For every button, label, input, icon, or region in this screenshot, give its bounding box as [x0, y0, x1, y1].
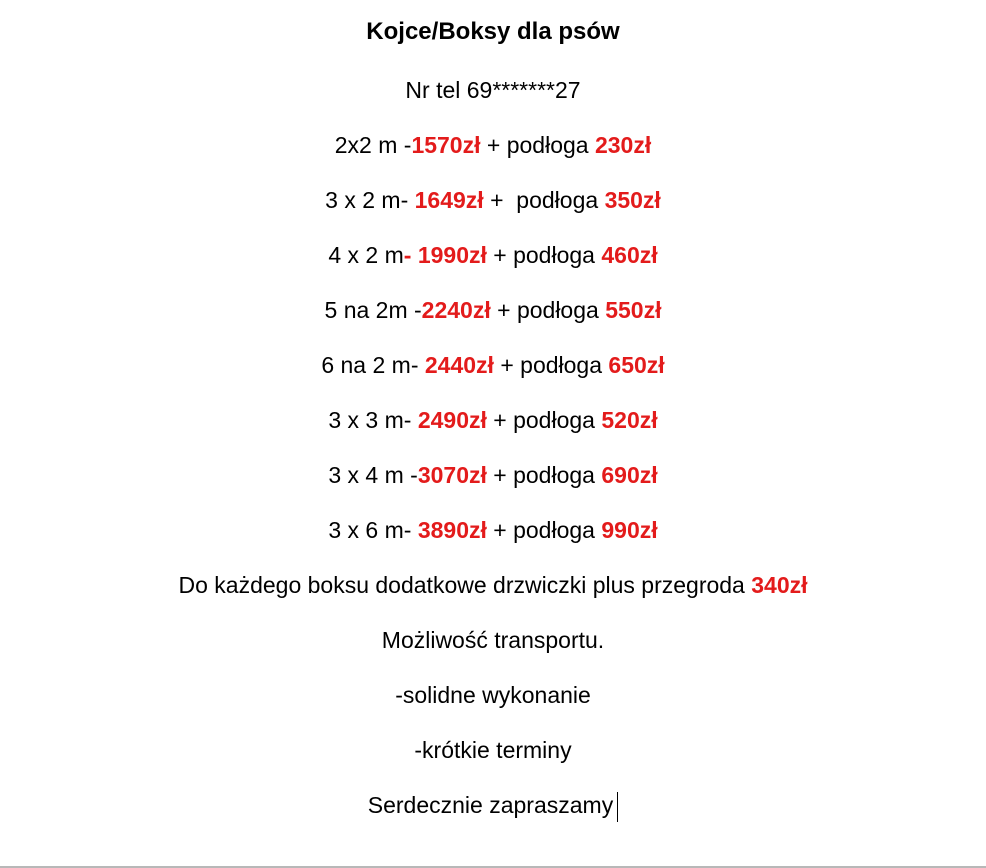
price-value: 2440zł: [424, 352, 494, 378]
floor-label: + podłoga: [486, 407, 602, 433]
floor-label: + podłoga: [490, 297, 606, 323]
price-line-3x3: [0, 405, 986, 435]
floor-label: + podłoga: [486, 242, 602, 268]
feature-short-terms: -krótkie terminy: [414, 737, 572, 763]
extra-text: Do każdego boksu dodatkowe drzwiczki plus przegroda: [178, 572, 752, 598]
size-label: 6 na 2 m-: [321, 352, 425, 378]
price-line-3x6: [0, 515, 986, 545]
price-line-3x4: [0, 460, 986, 490]
closing-line: [0, 790, 986, 822]
size-label: 3 x 6 m-: [328, 517, 418, 543]
floor-label: + podłoga: [486, 517, 602, 543]
price-value: 2490zł: [417, 407, 487, 433]
floor-price: 350zł: [604, 187, 661, 213]
floor-price: 990zł: [601, 517, 658, 543]
size-label: 2x2 m -: [334, 132, 412, 158]
floor-price: 650zł: [608, 352, 665, 378]
phone-number: Nr tel 69*******27: [405, 77, 581, 103]
size-label: 3 x 4 m -: [328, 462, 418, 488]
price-value: 3890zł: [417, 517, 487, 543]
size-label: 3 x 2 m-: [325, 187, 415, 213]
price-line-3x2: [0, 185, 986, 215]
floor-label: + podłoga: [486, 462, 602, 488]
size-label: 5 na 2m -: [324, 297, 422, 323]
price-value: 1649zł: [414, 187, 484, 213]
floor-label: + podłoga: [493, 352, 609, 378]
size-label: 3 x 3 m-: [328, 407, 418, 433]
floor-label: + podłoga: [483, 187, 605, 213]
extra-price: 340zł: [751, 572, 808, 598]
price-line-5x2: [0, 295, 986, 325]
text-cursor: [617, 792, 618, 822]
document-title: Kojce/Boksy dla psów: [366, 18, 620, 45]
price-line-4x2: [0, 240, 986, 270]
floor-price: 550zł: [605, 297, 662, 323]
extra-door-partition-line: [0, 570, 986, 600]
price-line-6x2: [0, 350, 986, 380]
price-value: 2240zł: [421, 297, 491, 323]
floor-price: 690zł: [601, 462, 658, 488]
floor-price: 230zł: [594, 132, 652, 158]
price-line-2x2: [0, 130, 986, 160]
transport-line: Możliwość transportu.: [381, 627, 605, 653]
floor-price: 520zł: [601, 407, 658, 433]
price-value: 3070zł: [417, 462, 487, 488]
floor-price: 460zł: [601, 242, 658, 268]
feature-solid-build: -solidne wykonanie: [395, 682, 591, 708]
closing-text: Serdecznie zapraszamy: [367, 792, 614, 818]
price-value: 1570zł: [411, 132, 481, 158]
floor-label: + podłoga: [480, 132, 595, 158]
size-label: 4 x 2 m: [328, 242, 404, 268]
price-value: - 1990zł: [403, 242, 487, 268]
